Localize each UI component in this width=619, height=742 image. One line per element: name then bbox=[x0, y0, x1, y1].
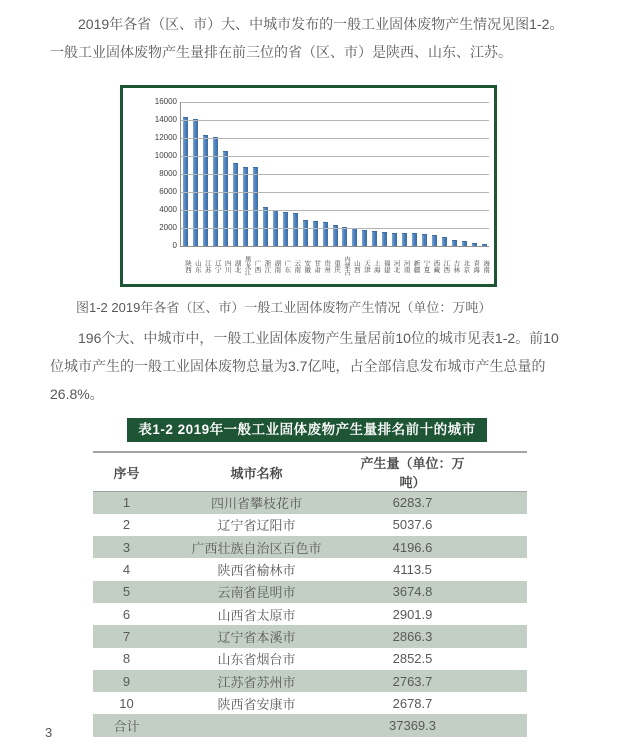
cell-index: 10 bbox=[119, 695, 134, 711]
table-header-row bbox=[93, 452, 527, 492]
bar-福建 bbox=[382, 232, 387, 246]
cell-amount: 4196.6 bbox=[392, 539, 433, 555]
cell-amount: 2763.7 bbox=[392, 673, 433, 689]
cell-city: 辽宁省本溪市 bbox=[217, 629, 296, 645]
cell-amount: 2852.5 bbox=[392, 651, 433, 667]
bar-海南 bbox=[482, 244, 487, 246]
table-row bbox=[93, 558, 527, 580]
cell-amount: 4113.5 bbox=[393, 562, 432, 578]
bar-天津 bbox=[362, 230, 367, 246]
cell-city: 山西省太原市 bbox=[217, 607, 296, 623]
bar-新疆 bbox=[412, 233, 417, 246]
col-header-index: 序号 bbox=[113, 465, 140, 481]
col-header-city: 城市名称 bbox=[230, 465, 283, 481]
cell-index: 3 bbox=[122, 539, 131, 555]
bar-江苏 bbox=[203, 135, 208, 246]
cell-index: 合计 bbox=[113, 719, 140, 735]
x-tick-label: 甘肃 bbox=[313, 259, 321, 273]
top10-table bbox=[93, 451, 527, 737]
x-tick-label: 广东 bbox=[283, 259, 291, 273]
table-row bbox=[93, 670, 527, 692]
table-row bbox=[93, 536, 527, 558]
intro-line-2: 一般工业固体废物产生量排在前三位的省（区、市）是陕西、山东、江苏。 bbox=[50, 44, 512, 60]
y-tick-label: 0 bbox=[172, 241, 177, 250]
x-tick-label: 陕西 bbox=[183, 259, 191, 273]
x-tick-label: 浙江 bbox=[263, 259, 271, 273]
bar-西藏 bbox=[432, 235, 437, 246]
bar-江西 bbox=[442, 237, 447, 246]
bar-安徽 bbox=[303, 220, 308, 246]
y-tick-label: 2000 bbox=[159, 223, 177, 232]
table-row bbox=[93, 603, 527, 625]
bar-内蒙古 bbox=[342, 227, 347, 246]
page-number: 3 bbox=[45, 725, 53, 740]
x-axis-labels bbox=[180, 251, 488, 281]
bar-宁夏 bbox=[422, 234, 427, 246]
bar-云南 bbox=[293, 213, 298, 246]
gridline bbox=[181, 138, 489, 139]
gridline bbox=[181, 120, 489, 121]
x-tick-label: 福建 bbox=[382, 259, 390, 273]
x-tick-label: 宁夏 bbox=[422, 259, 430, 273]
y-tick-label: 4000 bbox=[159, 205, 177, 214]
table-row bbox=[93, 581, 527, 603]
x-tick-label: 江西 bbox=[442, 259, 450, 273]
bar-吉林 bbox=[452, 240, 457, 246]
cell-city: 陕西省榆林市 bbox=[217, 563, 296, 579]
cell-city: 山东省烟台市 bbox=[217, 652, 296, 668]
bar-黑龙江 bbox=[243, 167, 248, 246]
x-tick-label: 西藏 bbox=[432, 259, 440, 273]
x-tick-label: 安徽 bbox=[303, 259, 311, 273]
x-tick-label: 青海 bbox=[472, 259, 480, 273]
cell-amount: 37369.3 bbox=[389, 718, 436, 734]
bar-四川 bbox=[223, 151, 228, 246]
x-tick-label: 海南 bbox=[482, 259, 490, 273]
cell-amount: 2901.9 bbox=[392, 606, 433, 622]
table-row bbox=[93, 625, 527, 647]
intro-paragraph bbox=[50, 10, 568, 66]
bar-浙江 bbox=[263, 207, 268, 246]
cell-city bbox=[160, 714, 353, 736]
gridline bbox=[181, 210, 489, 211]
cell-city: 陕西省安康市 bbox=[217, 696, 296, 712]
cell-index: 6 bbox=[122, 606, 131, 622]
cell-amount: 2678.7 bbox=[392, 695, 433, 711]
cell-index: 8 bbox=[122, 651, 131, 667]
gridline bbox=[181, 192, 489, 193]
x-tick-label: 湖北 bbox=[233, 259, 241, 273]
bar-贵州 bbox=[323, 222, 328, 246]
y-tick-label: 16000 bbox=[154, 97, 177, 106]
bar-河北 bbox=[392, 233, 397, 246]
bar-广东 bbox=[283, 212, 288, 246]
col-header-amount: 产生量（单位：万吨） bbox=[360, 456, 465, 490]
x-tick-label: 辽宁 bbox=[213, 259, 221, 273]
x-tick-label: 山东 bbox=[193, 259, 201, 273]
cell-index: 5 bbox=[122, 584, 131, 600]
x-tick-label: 河南 bbox=[402, 259, 410, 273]
y-tick-label: 14000 bbox=[154, 115, 177, 124]
table-row bbox=[93, 648, 527, 670]
table-row bbox=[93, 692, 527, 714]
cell-city: 辽宁省辽阳市 bbox=[217, 518, 296, 534]
bar-广西 bbox=[253, 167, 258, 246]
cell-city: 江苏省苏州市 bbox=[217, 674, 296, 690]
x-tick-label: 吉林 bbox=[452, 259, 460, 273]
body-line-2: 位城市产生的一般工业固体废物总量为3.7亿吨，占全部信息发布城市产生总量的 bbox=[50, 358, 546, 374]
table-header bbox=[93, 452, 527, 492]
table-total-row bbox=[93, 714, 527, 736]
cell-amount: 6283.7 bbox=[392, 495, 433, 511]
x-tick-label: 广西 bbox=[253, 259, 261, 273]
table-body bbox=[93, 492, 527, 737]
cell-amount: 2866.3 bbox=[392, 628, 433, 644]
x-tick-label: 重庆 bbox=[333, 259, 340, 273]
x-tick-label: 湖南 bbox=[273, 259, 281, 273]
figure-frame bbox=[120, 85, 497, 287]
x-tick-label: 上海 bbox=[372, 259, 380, 273]
cell-city: 云南省昆明市 bbox=[217, 585, 296, 601]
y-tick-label: 12000 bbox=[154, 133, 177, 142]
cell-index: 1 bbox=[122, 495, 131, 511]
y-tick-label: 10000 bbox=[154, 151, 177, 160]
x-tick-label: 天津 bbox=[362, 259, 370, 273]
gridline bbox=[181, 174, 489, 175]
cell-city: 广西壮族自治区百色市 bbox=[191, 540, 322, 556]
bar-陕西 bbox=[183, 117, 188, 246]
bar-湖北 bbox=[233, 163, 238, 246]
y-tick-label: 8000 bbox=[159, 169, 177, 178]
x-tick-label: 北京 bbox=[462, 259, 470, 273]
cell-amount: 3674.8 bbox=[392, 584, 433, 600]
x-tick-label: 贵州 bbox=[323, 259, 331, 273]
intro-line-1: 2019年各省（区、市）大、中城市发布的一般工业固体废物产生情况见图1-2。 bbox=[78, 16, 564, 32]
body-paragraph bbox=[50, 324, 568, 408]
gridline bbox=[181, 102, 489, 103]
x-tick-label: 云南 bbox=[293, 259, 301, 273]
gridline bbox=[181, 156, 489, 157]
x-tick-label: 山西 bbox=[352, 259, 360, 273]
bar-甘肃 bbox=[313, 221, 318, 246]
chart-plot-area bbox=[180, 102, 489, 247]
bar-青海 bbox=[472, 243, 477, 246]
x-tick-label: 河北 bbox=[392, 259, 400, 273]
body-line-1: 196个大、中城市中，一般工业固体废物产生量居前10位的城市见表1-2。前10 bbox=[78, 330, 559, 346]
x-tick-label: 内蒙古 bbox=[342, 256, 350, 276]
bar-山西 bbox=[352, 228, 357, 246]
x-tick-label: 四川 bbox=[223, 259, 231, 273]
x-tick-label: 江苏 bbox=[203, 259, 211, 273]
y-tick-label: 6000 bbox=[159, 187, 177, 196]
bar-北京 bbox=[462, 241, 467, 246]
body-line-3: 26.8%。 bbox=[50, 386, 104, 402]
cell-index: 9 bbox=[122, 673, 131, 689]
bar-上海 bbox=[372, 231, 377, 246]
bar-河南 bbox=[402, 233, 407, 246]
x-tick-label: 黑龙江 bbox=[243, 256, 251, 276]
table-row bbox=[93, 492, 527, 514]
figure-caption: 图1-2 2019年各省（区、市）一般工业固体废物产生情况（单位：万吨） bbox=[76, 300, 492, 315]
table-row bbox=[93, 514, 527, 536]
cell-city: 四川省攀枝花市 bbox=[210, 496, 302, 512]
cell-index: 7 bbox=[122, 628, 131, 644]
cell-amount: 5037.6 bbox=[392, 517, 433, 533]
x-tick-label: 新疆 bbox=[412, 259, 420, 273]
gridline bbox=[181, 228, 489, 229]
cell-index: 2 bbox=[122, 517, 131, 533]
cell-index: 4 bbox=[122, 562, 131, 578]
table-title-banner: 表1-2 2019年一般工业固体废物产生量排名前十的城市 bbox=[127, 418, 487, 442]
